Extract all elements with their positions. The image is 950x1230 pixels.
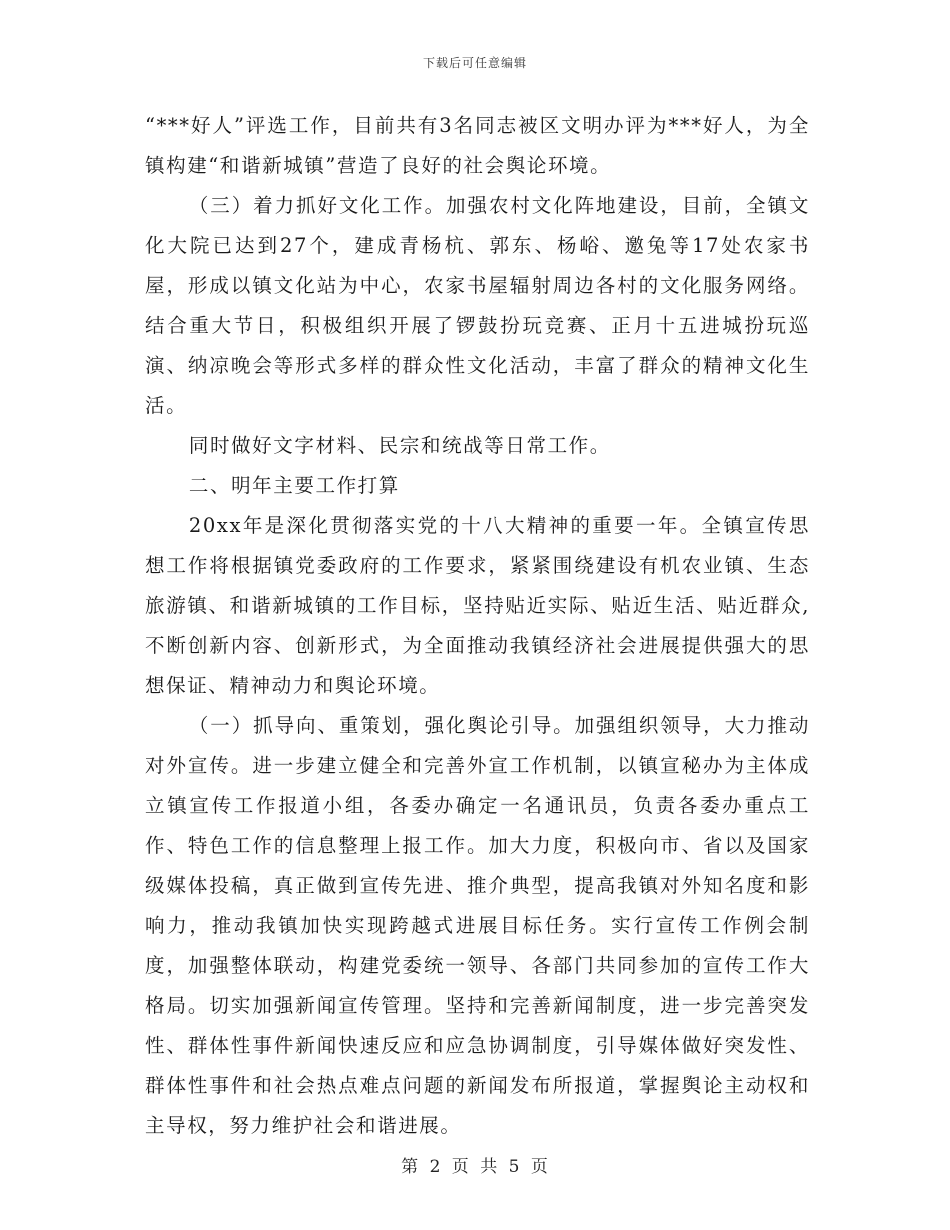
section-heading-next-year: 二、明年主要工作打算: [188, 474, 400, 497]
paragraph-guidance: （一）抓导向、重策划，强化舆论引导。加强组织领导，大力推动对外宣传。进一步建立健全和完善外宣工作机制，以镇宣秘办为主体成立镇宣传工作报道小组，各委办确定一名通讯员，负责各委办重点工作、特色工作的信息整理上报工作。加大力度，积极向市、省以及国家级媒体投稿，真正做到宣传先进、推介典型，提高我镇对外知名度和影响力，推动我镇加快实现跨越式进展目标任务。实行宣传工作例会制度，加强整体联动，构建党委统一领导、各部门共同参加的宣传工作大格局。切实加强新闻宣传管理。坚持和完善新闻制度，进一步完善突发性、群体性事件新闻快速反应和应急协调制度，引导媒体做好突发性、群体性事件和社会热点难点问题的新闻发布所报道，掌握舆论主动权和主导权，努力维护社会和谐进展。: [145, 714, 810, 1137]
paragraph-continued: “***好人”评选工作，目前共有3名同志被区文明办评为***好人，为全镇构建“和谐新城镇”营造了良好的社会舆论环境。: [145, 114, 810, 177]
paragraph-culture-work: （三）着力抓好文化工作。加强农村文化阵地建设，目前，全镇文化大院已达到27个，建成青杨杭、郭东、杨峪、邀兔等17处农家书屋，形成以镇文化站为中心，农家书屋辐射周边各村的文化服务网络。结合重大节日，积极组织开展了锣鼓扮玩竞赛、正月十五进城扮玩巡演、纳凉晚会等形式多样的群众性文化活动，丰富了群众的精神文化生活。: [145, 194, 810, 417]
paragraph-next-year-overview: 20xx年是深化贯彻落实党的十八大精神的重要一年。全镇宣传思想工作将根据镇党委政府的工作要求，紧紧围绕建设有机农业镇、生态旅游镇、和谐新城镇的工作目标，坚持贴近实际、贴近生活、贴近群众,不断创新内容、创新形式，为全面推动我镇经济社会进展提供强大的思想保证、精神动力和舆论环境。: [145, 514, 810, 697]
paragraph-daily-work: 同时做好文字材料、民宗和统战等日常工作。: [188, 434, 611, 457]
page-header: 下载后可任意编辑: [422, 56, 527, 70]
page-number: 第 2 页 共 5 页: [401, 1157, 549, 1177]
document-body: [145, 106, 810, 1146]
